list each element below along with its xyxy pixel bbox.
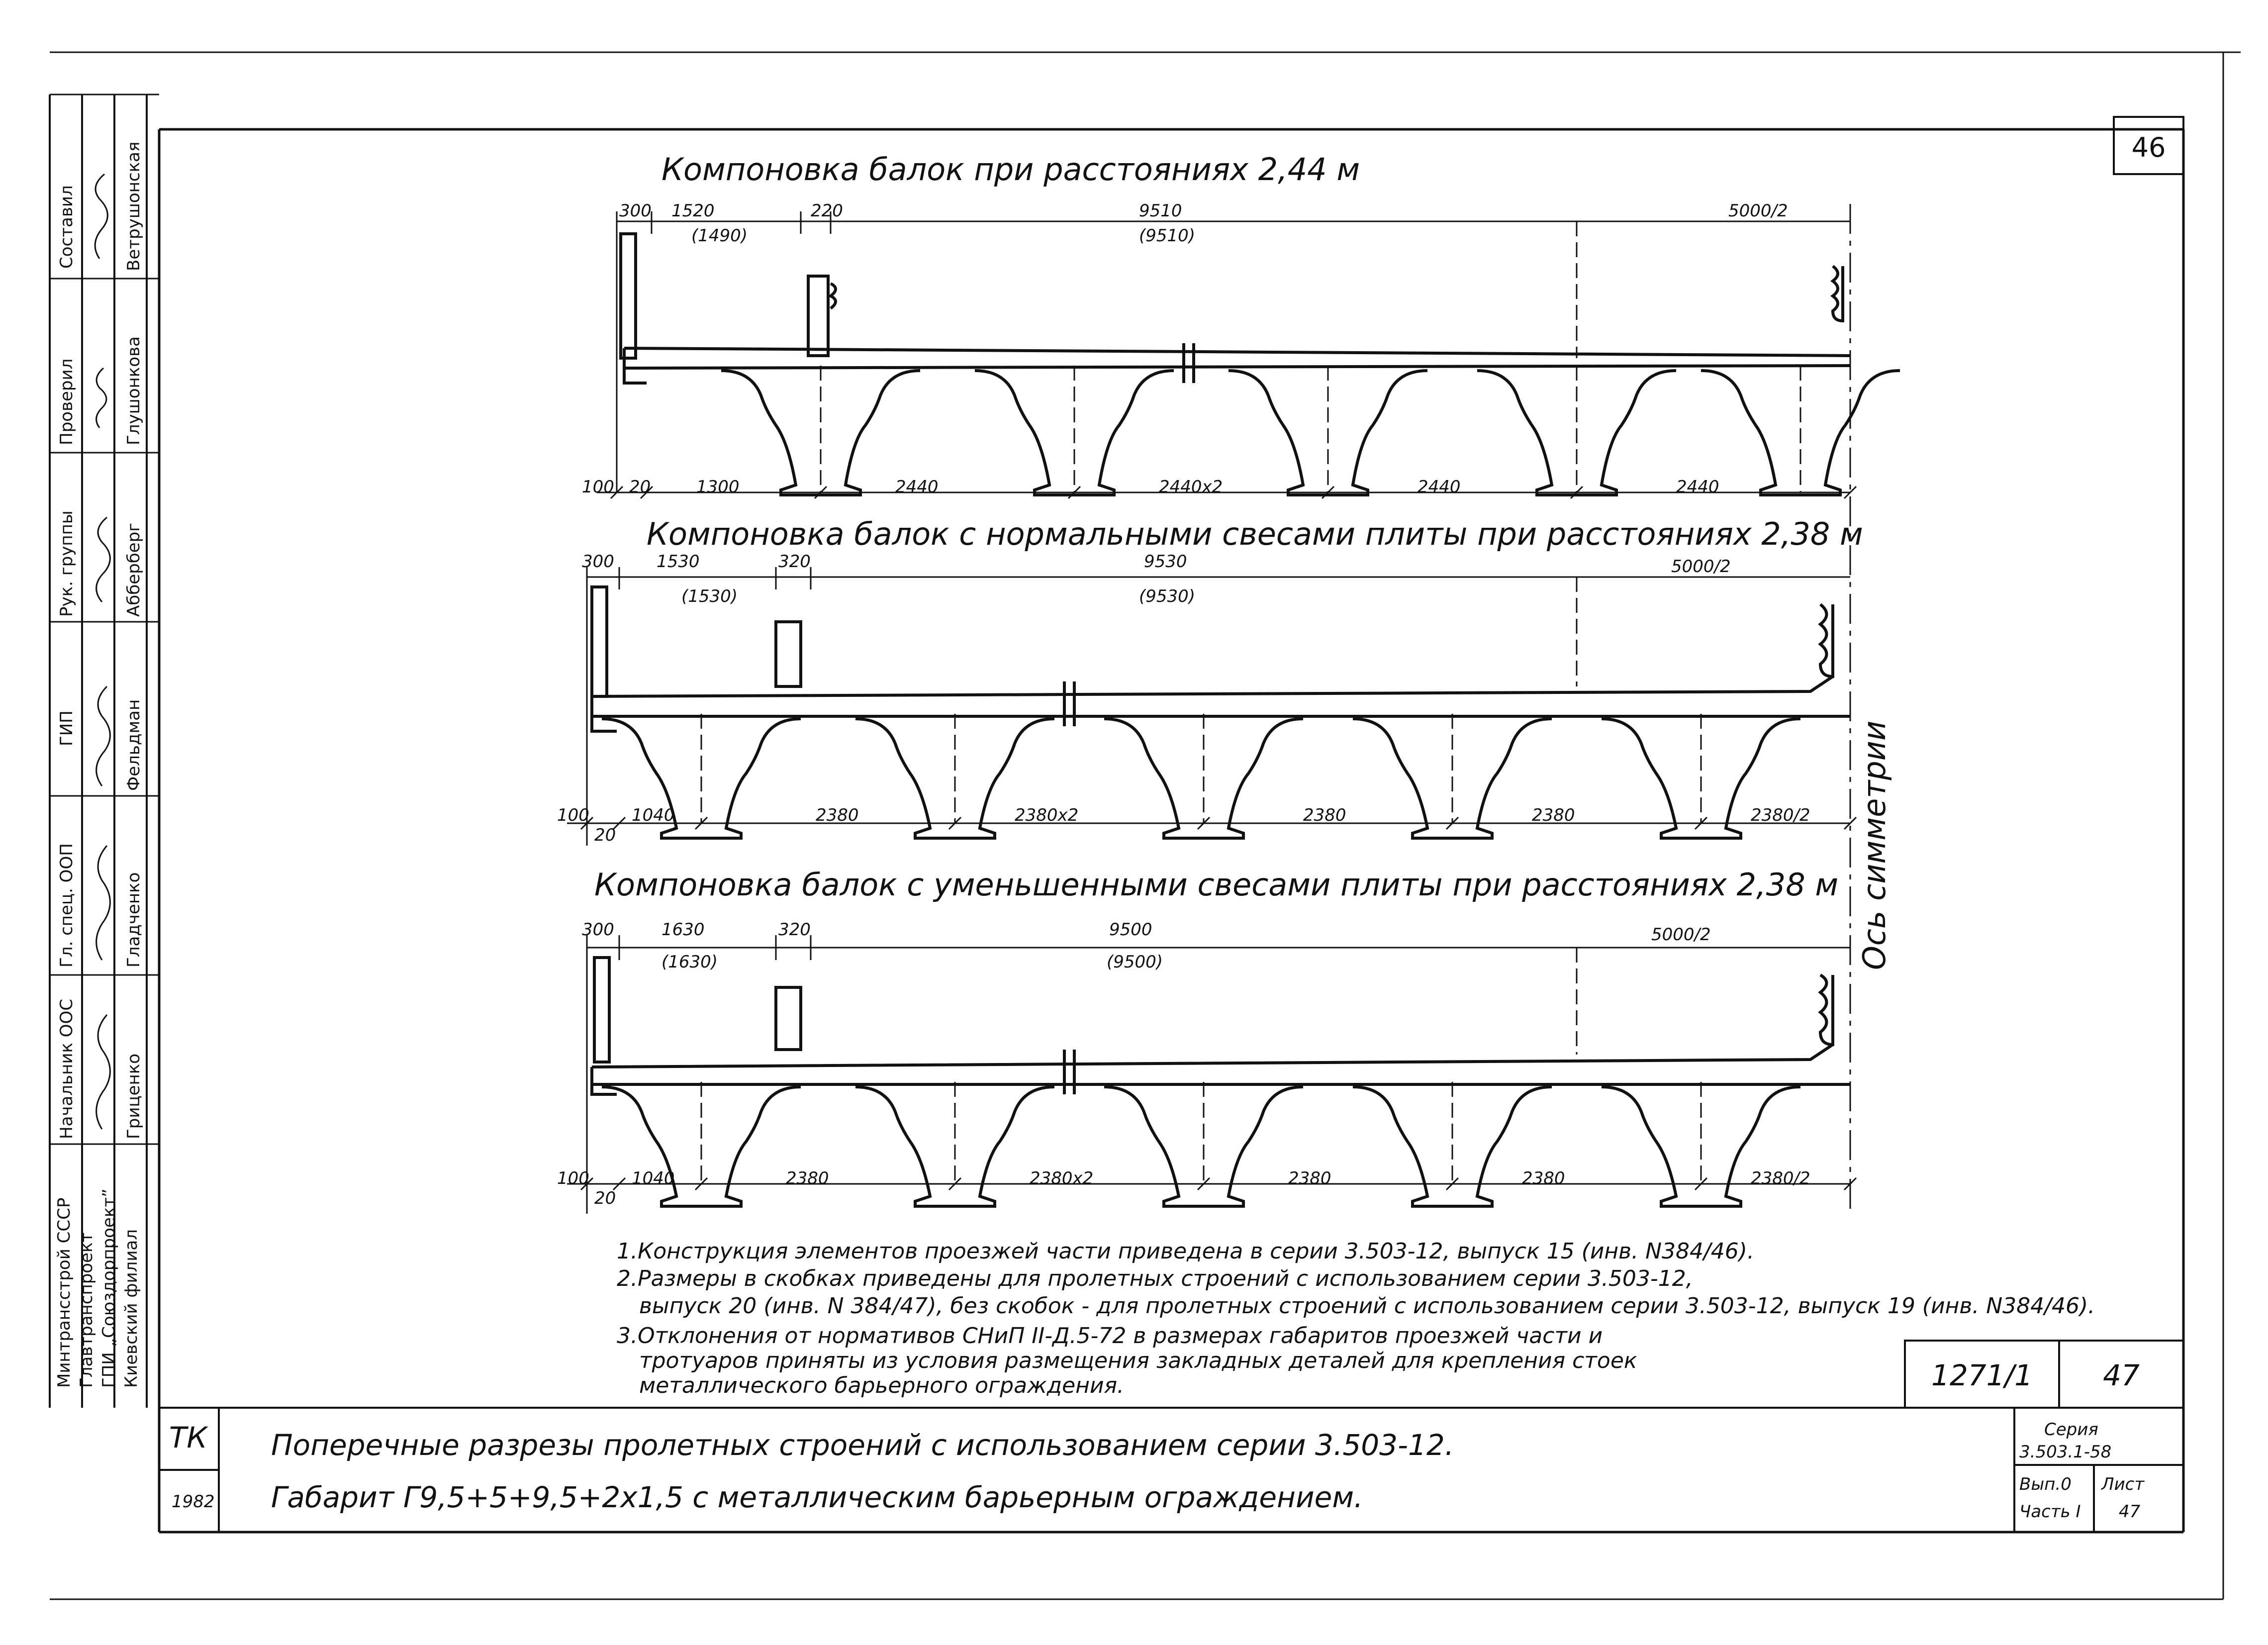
- stamp-role-3: ГИП: [57, 710, 77, 746]
- section-3-bottom-dim-2: 20: [594, 1188, 616, 1208]
- section-2-bottom-dim-5: 2380x2: [1015, 805, 1079, 825]
- section-3-bottom-dim-8: 2380/2: [1751, 1168, 1810, 1188]
- section-2-bottom-dim-4: 2380: [816, 805, 859, 825]
- sheet-label: Лист: [2101, 1474, 2145, 1494]
- stamp-name-2: Абберберг: [124, 522, 144, 617]
- section-1: [617, 151, 1850, 492]
- section-1-dim-9510: 9510: [1139, 201, 1182, 221]
- section-3-right-rail: [1820, 975, 1833, 1045]
- bottom-dims-layer: [557, 477, 1856, 1208]
- section-1-bottom-dim-2: 20: [629, 477, 651, 497]
- stamp-signature-0: [95, 174, 107, 259]
- title-line-2: Габарит Г9,5+5+9,5+2х1,5 с металлическим барьерным ограждением.: [271, 1480, 1363, 1514]
- stamp-signature-5: [96, 1015, 110, 1129]
- section-3-bottom-dim-5: 2380x2: [1030, 1168, 1094, 1188]
- section-3-sidewalk-post: [776, 987, 801, 1050]
- section-2-dim-300: 300: [582, 552, 614, 572]
- section-3-bottom-dim-7: 2380: [1522, 1168, 1565, 1188]
- doc-sheet: 47: [2103, 1358, 2140, 1392]
- section-1-deck-break: [1184, 343, 1194, 383]
- section-2-bottom-dim-1: 100: [557, 805, 589, 825]
- org-line-4: Киевский филиал: [121, 1229, 141, 1388]
- section-1-bottom-dim-1: 100: [582, 477, 614, 497]
- section-2-dim-9530: 9530: [1144, 552, 1187, 572]
- stamp-role-0: Составил: [57, 185, 77, 269]
- symmetry-axis-label: Ось симметрии: [1856, 720, 1892, 970]
- note-2b: выпуск 20 (инв. N 384/47), без скобок - для пролетных строений с использованием серии 3.503-12, выпуск 19 (инв. N384/46).: [639, 1293, 2095, 1319]
- section-3-dim-1630: 1630: [662, 920, 705, 940]
- stamp-name-0: Ветрушонская: [124, 141, 144, 271]
- doc-number-box: [1905, 1341, 2183, 1408]
- title-year: 1982: [172, 1492, 215, 1512]
- section-1-dim-9510b: (9510): [1139, 226, 1196, 246]
- note-3b: тротуаров приняты из условия размещения закладных деталей для крепления стоек: [639, 1348, 1637, 1373]
- section-1-sidewalk-post: [808, 276, 828, 356]
- stamp-name-4: Гладченко: [124, 872, 144, 968]
- section-2-dim-9530b: (9530): [1139, 586, 1196, 606]
- section-1-bottom-dim-7: 2440: [1676, 477, 1719, 497]
- section-1-bottom-dim-5: 2440x2: [1159, 477, 1223, 497]
- org-line-2: Главтранспроект: [77, 1232, 96, 1388]
- section-3-dim-5000: 5000/2: [1651, 925, 1711, 945]
- stamp-name-1: Глушонкова: [124, 336, 144, 445]
- stamp-role-5: Начальник ООС: [57, 998, 77, 1139]
- stamp-role-4: Гл. спец. ООП: [57, 843, 77, 968]
- section-2-deck-break: [1064, 681, 1074, 726]
- section-2-right-rail: [1820, 604, 1833, 677]
- org-line-1: Минтрансстрой СССР: [54, 1197, 74, 1388]
- series-value: 3.503.1-58: [2019, 1442, 2112, 1462]
- stamp-role-2: Рук. группы: [57, 510, 77, 617]
- stamp-signature-3: [96, 686, 110, 786]
- section-2: [582, 516, 1863, 846]
- section-1-right-rail: [1833, 266, 1843, 321]
- title-code: ТК: [169, 1421, 207, 1454]
- section-1-post-bolts: [831, 284, 836, 308]
- stamp-signature-1: [96, 368, 106, 428]
- page-number-box: [2114, 117, 2183, 174]
- section-2-bottom-dim-6: 2380: [1303, 805, 1346, 825]
- section-2-dim-1530b: (1530): [681, 586, 738, 606]
- section-2-bottom-dim-7: 2380: [1532, 805, 1575, 825]
- note-1: 1.Конструкция элементов проезжей части приведена в серии 3.503-12, выпуск 15 (инв. N384/46).: [617, 1239, 1754, 1264]
- doc-number: 1271/1: [1931, 1358, 2033, 1392]
- section-3-dim-9500b: (9500): [1107, 952, 1163, 972]
- section-2-bottom-dim-3: 1040: [632, 805, 675, 825]
- section-3-bottom-dim-1: 100: [557, 1168, 589, 1188]
- section-1-dim-300: 300: [619, 201, 652, 221]
- part-label: Часть I: [2019, 1502, 2081, 1522]
- page-number: 46: [2131, 132, 2166, 163]
- section-3-bottom-dim-4: 2380: [786, 1168, 829, 1188]
- section-2-sidewalk-post: [776, 622, 801, 686]
- series-label: Серия: [2044, 1420, 2098, 1440]
- section-3-left-barrier: [594, 958, 609, 1062]
- section-3-bottom-dim-3: 1040: [632, 1168, 675, 1188]
- section-2-dim-5000: 5000/2: [1671, 557, 1731, 577]
- section-1-dim-1490: (1490): [691, 226, 748, 246]
- section-3-dim-320: 320: [778, 920, 811, 940]
- section-1-left-barrier: [621, 234, 636, 358]
- section-1-bottom-dim-4: 2440: [895, 477, 939, 497]
- section-3: [582, 867, 1850, 1214]
- section-3-dim-9500: 9500: [1109, 920, 1152, 940]
- section-2-left-barrier: [592, 587, 607, 696]
- section-1-dim-1520: 1520: [671, 201, 715, 221]
- stamp-name-3: Фельдман: [124, 699, 144, 791]
- stamp-role-1: Проверил: [57, 358, 77, 445]
- notes-block: [617, 1239, 2095, 1398]
- title-line-1: Поперечные разрезы пролетных строений с использованием серии 3.503-12.: [271, 1428, 1454, 1462]
- section-2-bottom-dim-8: 2380/2: [1751, 805, 1810, 825]
- stamp-column: [50, 95, 159, 1408]
- note-3c: металлического барьерного ограждения.: [639, 1373, 1125, 1398]
- section-3-deck: [592, 1045, 1850, 1094]
- note-3a: 3.Отклонения от нормативов СНиП II-Д.5-72 в размерах габаритов проезжей части и: [617, 1323, 1603, 1349]
- section-1-dim-220: 220: [811, 201, 843, 221]
- section-1-dim-5000: 5000/2: [1728, 201, 1788, 221]
- section-2-dim-320: 320: [778, 552, 811, 572]
- section-1-title: Компоновка балок при расстояниях 2,44 м: [662, 151, 1360, 188]
- stamp-name-5: Гриценко: [124, 1053, 144, 1139]
- section-2-bottom-dim-2: 20: [594, 825, 616, 845]
- sheet-value: 47: [2119, 1502, 2141, 1522]
- stamp-signature-4: [96, 846, 110, 960]
- section-3-dim-300: 300: [582, 920, 614, 940]
- section-3-deck-break: [1064, 1050, 1074, 1094]
- section-2-title: Компоновка балок с нормальными свесами плиты при расстояниях 2,38 м: [647, 516, 1863, 552]
- section-1-bottom-dim-6: 2440: [1418, 477, 1461, 497]
- section-3-title: Компоновка балок с уменьшенными свесами плиты при расстояниях 2,38 м: [594, 867, 1839, 903]
- section-2-dim-1530: 1530: [657, 552, 700, 572]
- org-line-3: ГПИ „Союздорпроект”: [99, 1188, 119, 1388]
- stamp-signature-2: [96, 517, 110, 602]
- section-3-dim-1630b: (1630): [662, 952, 718, 972]
- title-block: [159, 1408, 2183, 1532]
- issue-label: Вып.0: [2019, 1474, 2072, 1494]
- section-1-bottom-dim-3: 1300: [696, 477, 740, 497]
- section-3-bottom-dim-6: 2380: [1288, 1168, 1331, 1188]
- symmetry-axis: [1850, 204, 1892, 1214]
- note-2a: 2.Размеры в скобках приведены для пролетных строений с использованием серии 3.503-12,: [617, 1266, 1693, 1291]
